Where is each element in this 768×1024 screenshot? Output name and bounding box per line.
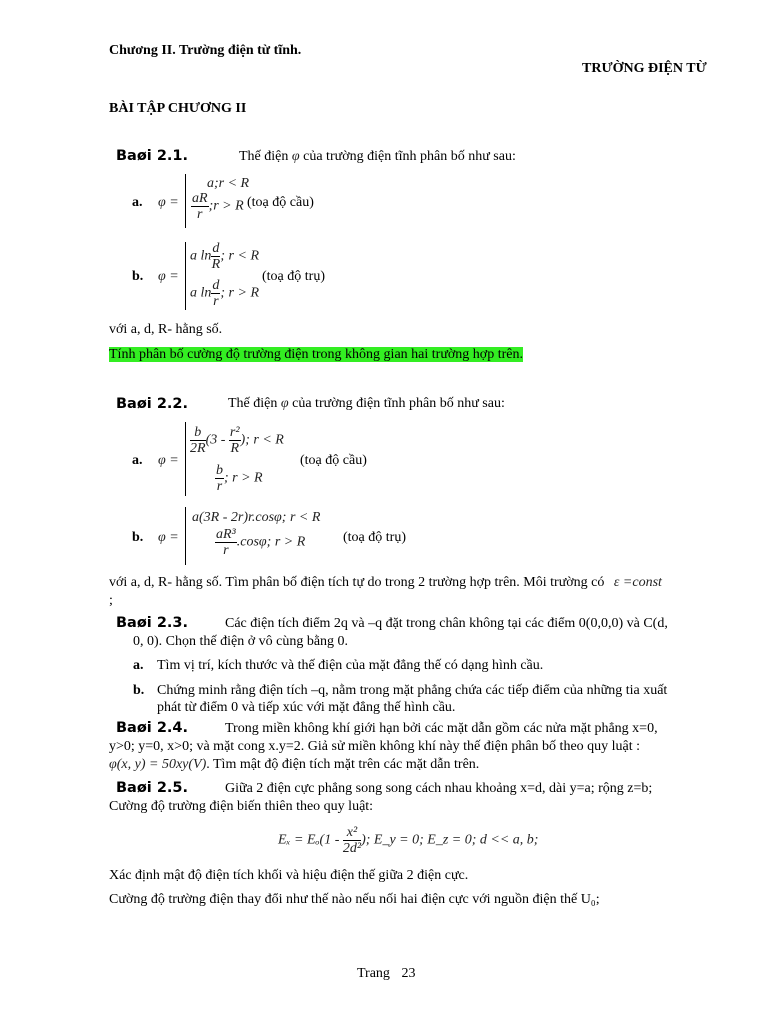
numerator: b (216, 463, 223, 478)
numerator: aR (192, 191, 208, 206)
coord-note: (toạ độ cầu) (247, 195, 314, 210)
ex23-line1: Các điện tích điểm 2q và –q đặt trong chân không tại các điểm 0(0,0,0) và C(d, (225, 616, 668, 631)
exercise-2-1-intro (239, 149, 516, 165)
numerator: r² (229, 425, 240, 440)
item-a-label: a. (132, 453, 143, 468)
coord-note: (toạ độ cầu) (300, 453, 367, 468)
item-b-label: b. (132, 530, 144, 545)
exercise-2-5-label: Baøi 2.5. (116, 780, 189, 796)
page-number: 23 (401, 966, 416, 981)
case-1: a;r < R (207, 176, 250, 191)
item-a-label: a. (132, 195, 143, 210)
cases-brace (185, 242, 186, 310)
ex25-question-1: Xác định mật độ điện tích khối và hiệu điện thế giữa 2 điện cực. (109, 868, 469, 883)
case-2 (191, 191, 244, 222)
denominator: R (211, 257, 221, 272)
section-title: BÀI TẬP CHƯƠNG II (109, 101, 247, 116)
numerator: b (190, 425, 206, 441)
intro-text: của trường điện tĩnh phân bố như sau: (303, 149, 516, 164)
ex23-b-line2: phát từ điểm 0 và tiếp xúc với mặt đẳng thế hình cầu. (157, 700, 456, 715)
chapter-title: Chương II. Trường điện từ tĩnh. (109, 43, 302, 58)
ex22-text (109, 575, 662, 591)
case-2 (215, 463, 263, 494)
phi-symbol: φ (158, 269, 166, 284)
condition: ; r < R (220, 248, 259, 264)
phi-eq: φ = (158, 269, 179, 284)
denominator: r (213, 294, 219, 309)
coord-note: (toạ độ trụ) (262, 269, 325, 284)
constants-note: với a, d, R- hằng số. (109, 322, 223, 337)
cases-brace (185, 174, 186, 228)
denominator: 2R (190, 441, 206, 456)
phi-eq: φ = (158, 195, 179, 210)
ex23-b-line1: Chứng minh rằng điện tích –q, nằm trong mặt phẳng chứa các tiếp điểm của những tia xuất (157, 683, 668, 698)
exercise-2-4-label: Baøi 2.4. (116, 720, 189, 736)
intro-text: Thế điện (228, 396, 278, 411)
denominator: r (216, 479, 223, 494)
cases-brace (185, 507, 186, 565)
phi-symbol: φ (280, 396, 289, 411)
ex25-line2: Cường độ trường điện biến thiên theo quy luật: (109, 799, 374, 814)
denominator: r (223, 543, 229, 558)
phi-symbol: φ (291, 149, 300, 164)
ex24-line3 (109, 757, 479, 773)
coord-note: (toạ độ trụ) (343, 530, 406, 545)
item-a-label: a. (133, 658, 144, 673)
condition: .cosφ; r > R (236, 534, 306, 550)
condition: ;r > R (208, 198, 244, 214)
ex23-a-text: Tìm vị trí, kích thước và thế điện của mặt đẳng thế có dạng hình cầu. (157, 658, 544, 673)
ex24-line1: Trong miền không khí giới hạn bởi các mặt dẫn gồm các nửa mặt phẳng x=0, (225, 721, 658, 736)
item-b-label: b. (133, 683, 145, 698)
denominator: r (197, 207, 203, 222)
condition: ; r > R (220, 285, 259, 301)
ex25-question-2: Cường độ trường điện thay đổi như thế nào nếu nối hai điện cực với nguồn điện thế U₀; (109, 892, 600, 907)
formula-part: ); E_y = 0; E_z = 0; d << a, b; (361, 832, 539, 848)
intro-text: Thế điện (239, 149, 289, 164)
cases-brace (185, 422, 186, 496)
intro-text: của trường điện tĩnh phân bố như sau: (292, 396, 505, 411)
denominator: 2d² (342, 841, 362, 856)
semicolon: ; (109, 593, 113, 608)
exercise-2-3-label: Baøi 2.3. (116, 615, 189, 631)
potential-formula: φ(x, y) = 50xy(V) (109, 757, 207, 772)
phi-symbol: φ (158, 195, 166, 210)
exercise-2-1-label: Baøi 2.1. (116, 148, 189, 164)
phi-symbol: φ (158, 530, 166, 545)
item-b-label: b. (132, 269, 144, 284)
condition: ; r > R (224, 470, 263, 486)
epsilon-const: ε =const (613, 575, 662, 590)
log-term: a ln (190, 285, 212, 301)
numerator: d (212, 278, 220, 293)
case-1 (190, 425, 284, 456)
ex22-sentence: với a, d, R- hằng số. Tìm phân bố điện tích tự do trong 2 trường hợp trên. Môi trường có (109, 575, 605, 590)
phi-eq: φ = (158, 453, 179, 468)
task-text (109, 347, 523, 363)
formula-part: Eₓ = Eₒ(1 - (278, 832, 340, 848)
field-formula (278, 825, 538, 856)
exercise-2-2-label: Baøi 2.2. (116, 396, 189, 412)
ex24-line2: y>0; y=0, x>0; và mặt cong x.y=2. Giả sử miền không khí này thế điện phân bố theo quy luật : (109, 739, 641, 754)
highlighted-task: Tính phân bố cường độ trường điện trong không gian hai trường hợp trên. (109, 347, 523, 362)
case-1: a(3R - 2r)r.cosφ; r < R (192, 510, 321, 525)
ex24-tail: . Tìm mật độ điện tích mặt trên các mặt dẫn trên. (206, 757, 480, 772)
case-1 (190, 241, 259, 272)
subject-title: TRƯỜNG ĐIỆN TỪ (582, 61, 707, 76)
condition: ); r < R (240, 432, 284, 448)
numerator: d (212, 241, 220, 256)
phi-eq: φ = (158, 530, 179, 545)
numerator: aR³ (216, 527, 236, 542)
page-footer (357, 966, 415, 982)
page-label: Trang (357, 966, 390, 981)
numerator: x² (343, 825, 361, 841)
case-2 (190, 278, 259, 309)
ex23-line2: 0, 0). Chọn thế điện ở vô cùng bằng 0. (133, 634, 349, 649)
denominator: R (230, 441, 239, 456)
log-term: a ln (190, 248, 212, 264)
phi-symbol: φ (158, 453, 166, 468)
exercise-2-2-intro (228, 396, 505, 412)
ex25-line1: Giữa 2 điện cực phẳng song song cách nhau khoảng x=d, dài y=a; rộng z=b; (225, 781, 653, 796)
term: (3 - (205, 432, 226, 448)
case-2 (215, 527, 305, 558)
